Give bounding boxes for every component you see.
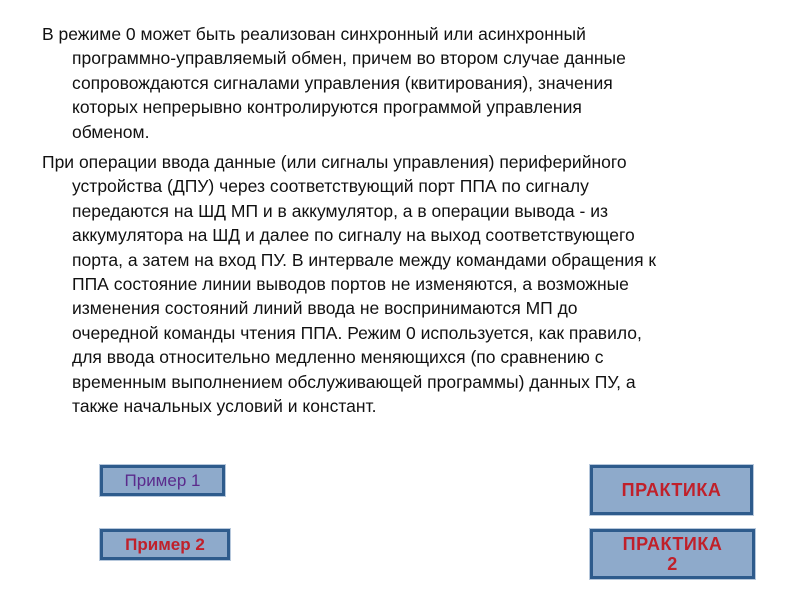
example-2-button[interactable] xyxy=(100,529,230,560)
paragraph-text: При операции ввода данные (или сигналы управления) периферийного устройства (ДПУ) через соответствующий порт ППА по сигналу передаются на ШД МП и в аккумулятор, а в операции вывода - из аккумулятора на ШД и далее по сигналу на выход соответствующего порта, а затем на вход ПУ. В интервале между командами обращения к ППА состояние линии выводов портов не изменяются, а возможные изменения состояний линий ввода не воспринимаются МП до очередной команды чтения ППА. Режим 0 используется, как правило, для ввода относительно медленно меняющихся (по сравнению с временным выполнением обслуживающей программы) данных ПУ, а также начальных условий и констант. xyxy=(42,152,657,417)
paragraph-text: В режиме 0 может быть реализован синхронный или асинхронный программно-управляемый обмен, причем во втором случае данные сопровождаются сигналами управления (квитирования), значения которых непрерывно контролируются программой управления обменом. xyxy=(42,24,626,142)
example-1-button[interactable] xyxy=(100,465,225,496)
practice-2-label: ПРАКТИКА 2 xyxy=(622,534,723,574)
practice-2-button[interactable] xyxy=(590,529,755,579)
example-2-label: Пример 2 xyxy=(125,534,205,554)
practice-button[interactable] xyxy=(590,465,753,515)
practice-label: ПРАКТИКА xyxy=(621,479,722,500)
example-1-label: Пример 1 xyxy=(124,470,201,490)
paragraph-input-output-operation xyxy=(42,150,772,418)
paragraph-mode-zero-exchange xyxy=(42,22,772,144)
slide-body xyxy=(42,22,772,425)
